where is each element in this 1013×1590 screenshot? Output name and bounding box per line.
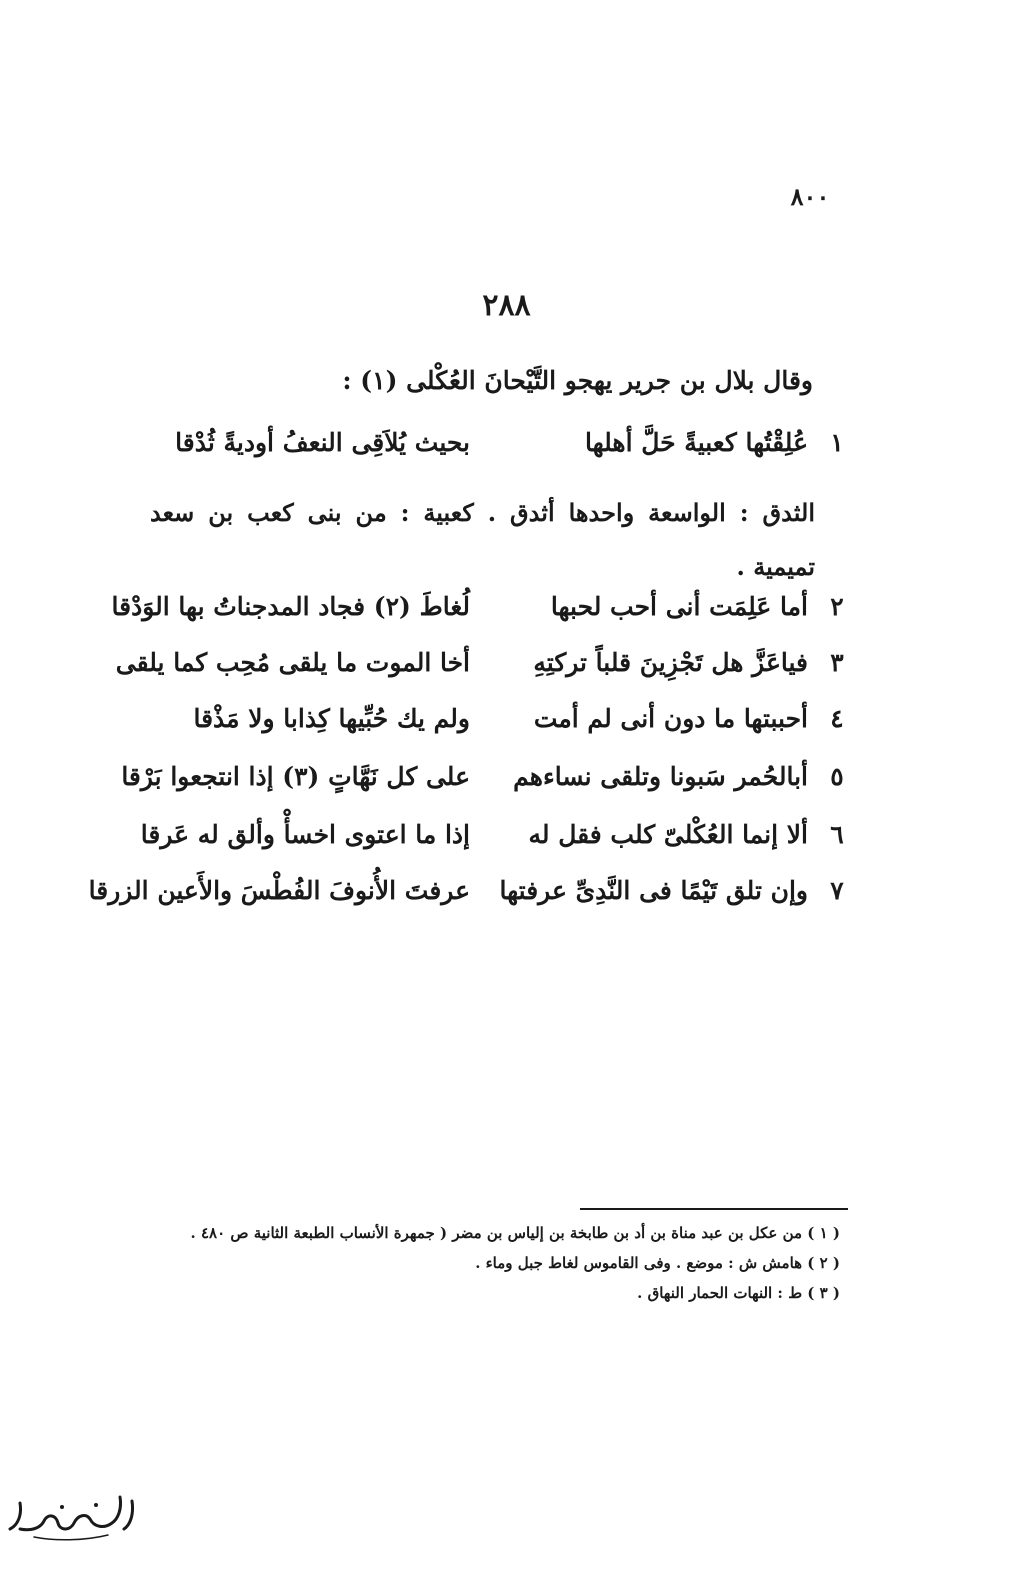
verse-second-hemistich: عرفتَ الأُنوفَ الفُطْسَ والأَعين الزرقا: [88, 876, 470, 905]
verse-number: ٥: [830, 762, 844, 791]
verse-second-hemistich: ولم يك حُبِّيها كِذابا ولا مَذْقا: [193, 704, 470, 733]
verse-number: ٤: [830, 704, 844, 733]
verse-2: [111, 592, 850, 636]
footnote-3: ( ٣ ) ط : النهات الحمار النهاق .: [637, 1284, 840, 1302]
verse-first-hemistich: أما عَلِمَت أنى أحب لحبها: [550, 592, 808, 621]
verse-first-hemistich: عُلِقْتُها كعبيةً حَلَّ أهلها: [584, 428, 808, 457]
verse-7: [88, 876, 850, 920]
verse-first-hemistich: فياعَزَّ هل تَجْزِينَ قلباً تركتِهِ: [533, 648, 808, 677]
verse-second-hemistich: إذا ما اعتوى اخسأْ وألق له عَرقا: [140, 820, 470, 849]
footnote-divider: [580, 1208, 848, 1210]
verse-first-hemistich: ألا إنما العُكْلىّ كلب فقل له: [528, 820, 808, 849]
verse-second-hemistich: أخا الموت ما يلقى مُحِب كما يلقى: [115, 648, 470, 677]
verse-1: [150, 428, 850, 472]
verse-5: [121, 762, 850, 806]
poem-introduction: وقال بلال بن جرير يهجو التَّيْحانَ العُكْلى (١) :: [342, 366, 813, 395]
poem-number: ٢٨٨: [482, 288, 531, 323]
verse-first-hemistich: أبالحُمر سَبونا وتلقى نساءهم: [513, 762, 808, 791]
verse-number: ١: [830, 428, 844, 457]
verse-second-hemistich: على كل نَهَّاتٍ (٣) إذا انتجعوا بَرْقا: [121, 762, 470, 791]
verse-number: ٣: [830, 648, 844, 677]
footnote-1: ( ١ ) من عكل بن عبد مناة بن أد بن طابخة بن إلياس بن مضر ( جمهرة الأنساب الطبعة الثانية ص ٤٨٠ .: [190, 1224, 840, 1242]
verse-3: [115, 648, 850, 692]
verse-number: ٦: [830, 820, 844, 849]
verse-number: ٢: [830, 592, 844, 621]
page-number: ٨٠٠: [790, 182, 830, 211]
verse-first-hemistich: أحببتها ما دون أنى لم أمت: [533, 704, 808, 733]
verse-number: ٧: [830, 876, 844, 905]
calligraphy-logo-icon: [4, 1485, 140, 1545]
verse-4: [150, 704, 850, 748]
verse-6: [140, 820, 850, 864]
footnote-2: ( ٢ ) هامش ش : موضع . وفى القاموس لغاط جبل وماء .: [475, 1254, 840, 1272]
footnotes: [150, 1218, 840, 1308]
verse-first-hemistich: وإن تلق تَيْمًا فى النَّدِىِّ عرفتها: [499, 876, 808, 905]
gloss-note: الثدق : الواسعة واحدها أثدق . كعبية : من بنى كعب بن سعد تميمية .: [150, 498, 815, 581]
calligraphy-logo: [4, 1485, 140, 1545]
verse-second-hemistich: لُغاطَ (٢) فجاد المدجناتُ بها الوَدْقا: [111, 592, 470, 621]
verse-second-hemistich: بحيث يُلاَقِى النعفُ أوديةً ثُدْقا: [175, 428, 470, 457]
